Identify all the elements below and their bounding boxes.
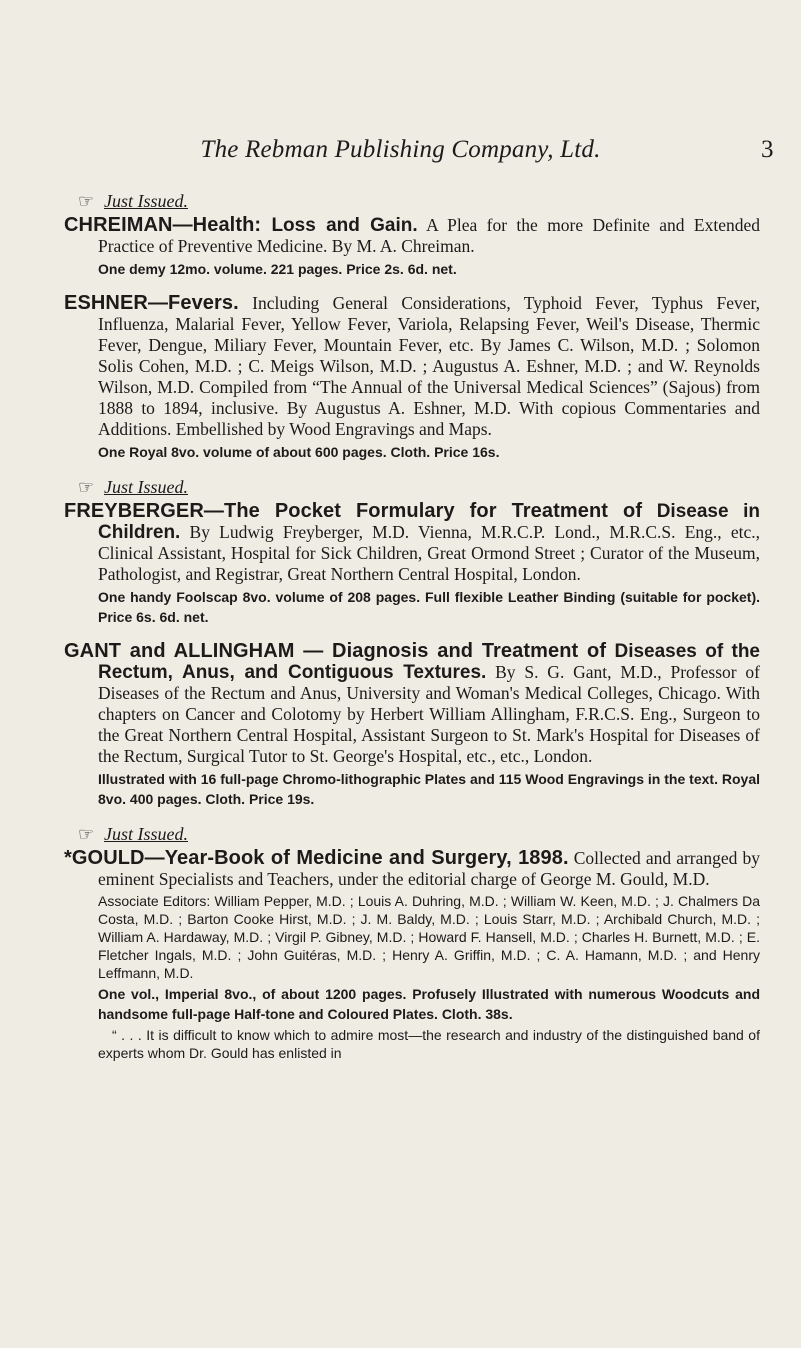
catalogue-entry-eshner	[64, 293, 760, 462]
pointing-hand-icon: ☞	[78, 477, 95, 498]
entry-body: Including General Considerations, Typhoid Fever, Typhus Fever, Influenza, Malarial Fever, Yellow Fever, Variola, Relapsing Fever, Weil's Disease, Thermic Fever, Dengue, Miliary Fever, Mountain Fever, etc. By James C. Wilson, M.D. ; Solomon Solis Cohen, M.D. ; C. Meigs Wilson, M.D. ; Augustus A. Eshner, M.D. ; and W. Reynolds Wilson, M.D. Compiled from “The Annual of the Universal Medical Sciences” (Sajous) from 1888 to 1894, inclusive. By Augustus A. Eshner, M.D. With copious Commentaries and Additions. Embellished by Wood Engravings and Maps.	[98, 293, 760, 439]
entry-specification: One vol., Imperial 8vo., of about 1200 pages. Profusely Illustrated with numerous Woodcuts and handsome full-page Half-tone and Coloured Plates. Cloth. 38s.	[98, 986, 760, 1022]
entry-specification: One handy Foolscap 8vo. volume of 208 pages. Full flexible Leather Binding (suitable for pocket). Price 6s. 6d. net.	[98, 589, 760, 625]
entry-description	[64, 293, 760, 440]
entry-heading: CHREIMAN—Health:	[64, 214, 262, 236]
entry-specification: One demy 12mo. volume. 221 pages. Price 2s. 6d. net.	[98, 261, 457, 277]
running-title: The Rebman Publishing Company, Ltd.	[200, 136, 601, 163]
just-issued-notice	[78, 476, 760, 499]
catalogue-listing	[64, 190, 760, 1076]
pointing-hand-icon: ☞	[78, 191, 95, 212]
just-issued-notice	[78, 823, 760, 846]
just-issued-label: Just Issued.	[104, 477, 188, 497]
catalogue-entry-gant-allingham	[64, 641, 760, 809]
entry-description	[64, 848, 760, 890]
entry-description	[64, 501, 760, 585]
entry-description	[64, 641, 760, 767]
entry-body: Collected and arranged by eminent Specialists and Teachers, under the editorial charge of George M. Gould, M.D.	[98, 848, 760, 889]
catalogue-entry-gould	[64, 823, 760, 1062]
just-issued-label: Just Issued.	[104, 824, 188, 844]
page-number: 3	[761, 136, 774, 163]
associate-editors: Associate Editors: William Pepper, M.D. ; Louis A. Duhring, M.D. ; William W. Keen, M.D. ; J. Chalmers Da Costa, M.D. ; Barton Cooke Hirst, M.D. ; J. M. Baldy, M.D. ; Louis Starr, M.D. ; Archibald Church, M.D. ; William A. Hardaway, M.D. ; Virgil P. Gibney, M.D. ; Howard F. Hansell, M.D. ; Charles H. Burnett, M.D. ; E. Fletcher Ingals, M.D. ; John Guitéras, M.D. ; Henry A. Griffin, M.D. ; C. A. Hamann, M.D. ; and Henry Leffmann, M.D.	[98, 893, 760, 981]
entry-specification: Illustrated with 16 full-page Chromo-lithographic Plates and 115 Wood Engravings in the text. Royal 8vo. 400 pages. Cloth. Price 19s.	[98, 771, 760, 807]
entry-heading: *GOULD—Year-Book of Medicine and Surgery, 1898.	[64, 847, 569, 869]
review-quote: “ . . . It is difficult to know which to admire most—the research and industry of the distinguished band of experts whom Dr. Gould has enlisted in	[98, 1027, 760, 1061]
entry-heading: ESHNER—Fevers.	[64, 292, 239, 314]
catalogue-entry-chreiman	[64, 190, 760, 279]
entry-subtitle: Disease in Children.	[98, 501, 761, 543]
entry-body: A Plea for the more Definite and Extended Practice of Preventive Medicine. By M. A. Chreiman.	[98, 215, 760, 256]
entry-body: By Ludwig Freyberger, M.D. Vienna, M.R.C.P. Lond., M.R.C.S. Eng., etc., Clinical Assistant, Hospital for Sick Children, Great Ormond Street ; Curator of the Museum, Pathologist, and Registrar, Great Northern Central Hospital, London.	[98, 522, 760, 584]
just-issued-notice	[78, 190, 760, 213]
entry-body: By S. G. Gant, M.D., Professor of Diseases of the Rectum and Anus, University and Woman's Medical Colleges, Chicago. With chapters on Cancer and Colotomy by Herbert William Allingham, F.R.C.S. Eng., Surgeon to the Great Northern Central Hospital, Assistant Surgeon to St. Mark's Hospital for Diseases of the Rectum, Surgical Tutor to St. George's Hospital, etc., etc., London.	[98, 662, 760, 766]
just-issued-label: Just Issued.	[104, 191, 188, 211]
entry-description	[64, 215, 760, 257]
entry-subtitle: Loss and Gain.	[261, 215, 418, 236]
entry-heading: GANT and ALLINGHAM — Diagnosis and Treatment of	[64, 640, 607, 662]
entry-subtitle: Diseases of the Rectum, Anus, and Contiguous Textures.	[98, 641, 760, 683]
catalogue-entry-freyberger	[64, 476, 760, 627]
entry-specification: One Royal 8vo. volume of about 600 pages. Cloth. Price 16s.	[98, 444, 500, 460]
entry-heading: FREYBERGER—The Pocket Formulary for Treatment of	[64, 500, 643, 522]
pointing-hand-icon: ☞	[78, 824, 95, 845]
